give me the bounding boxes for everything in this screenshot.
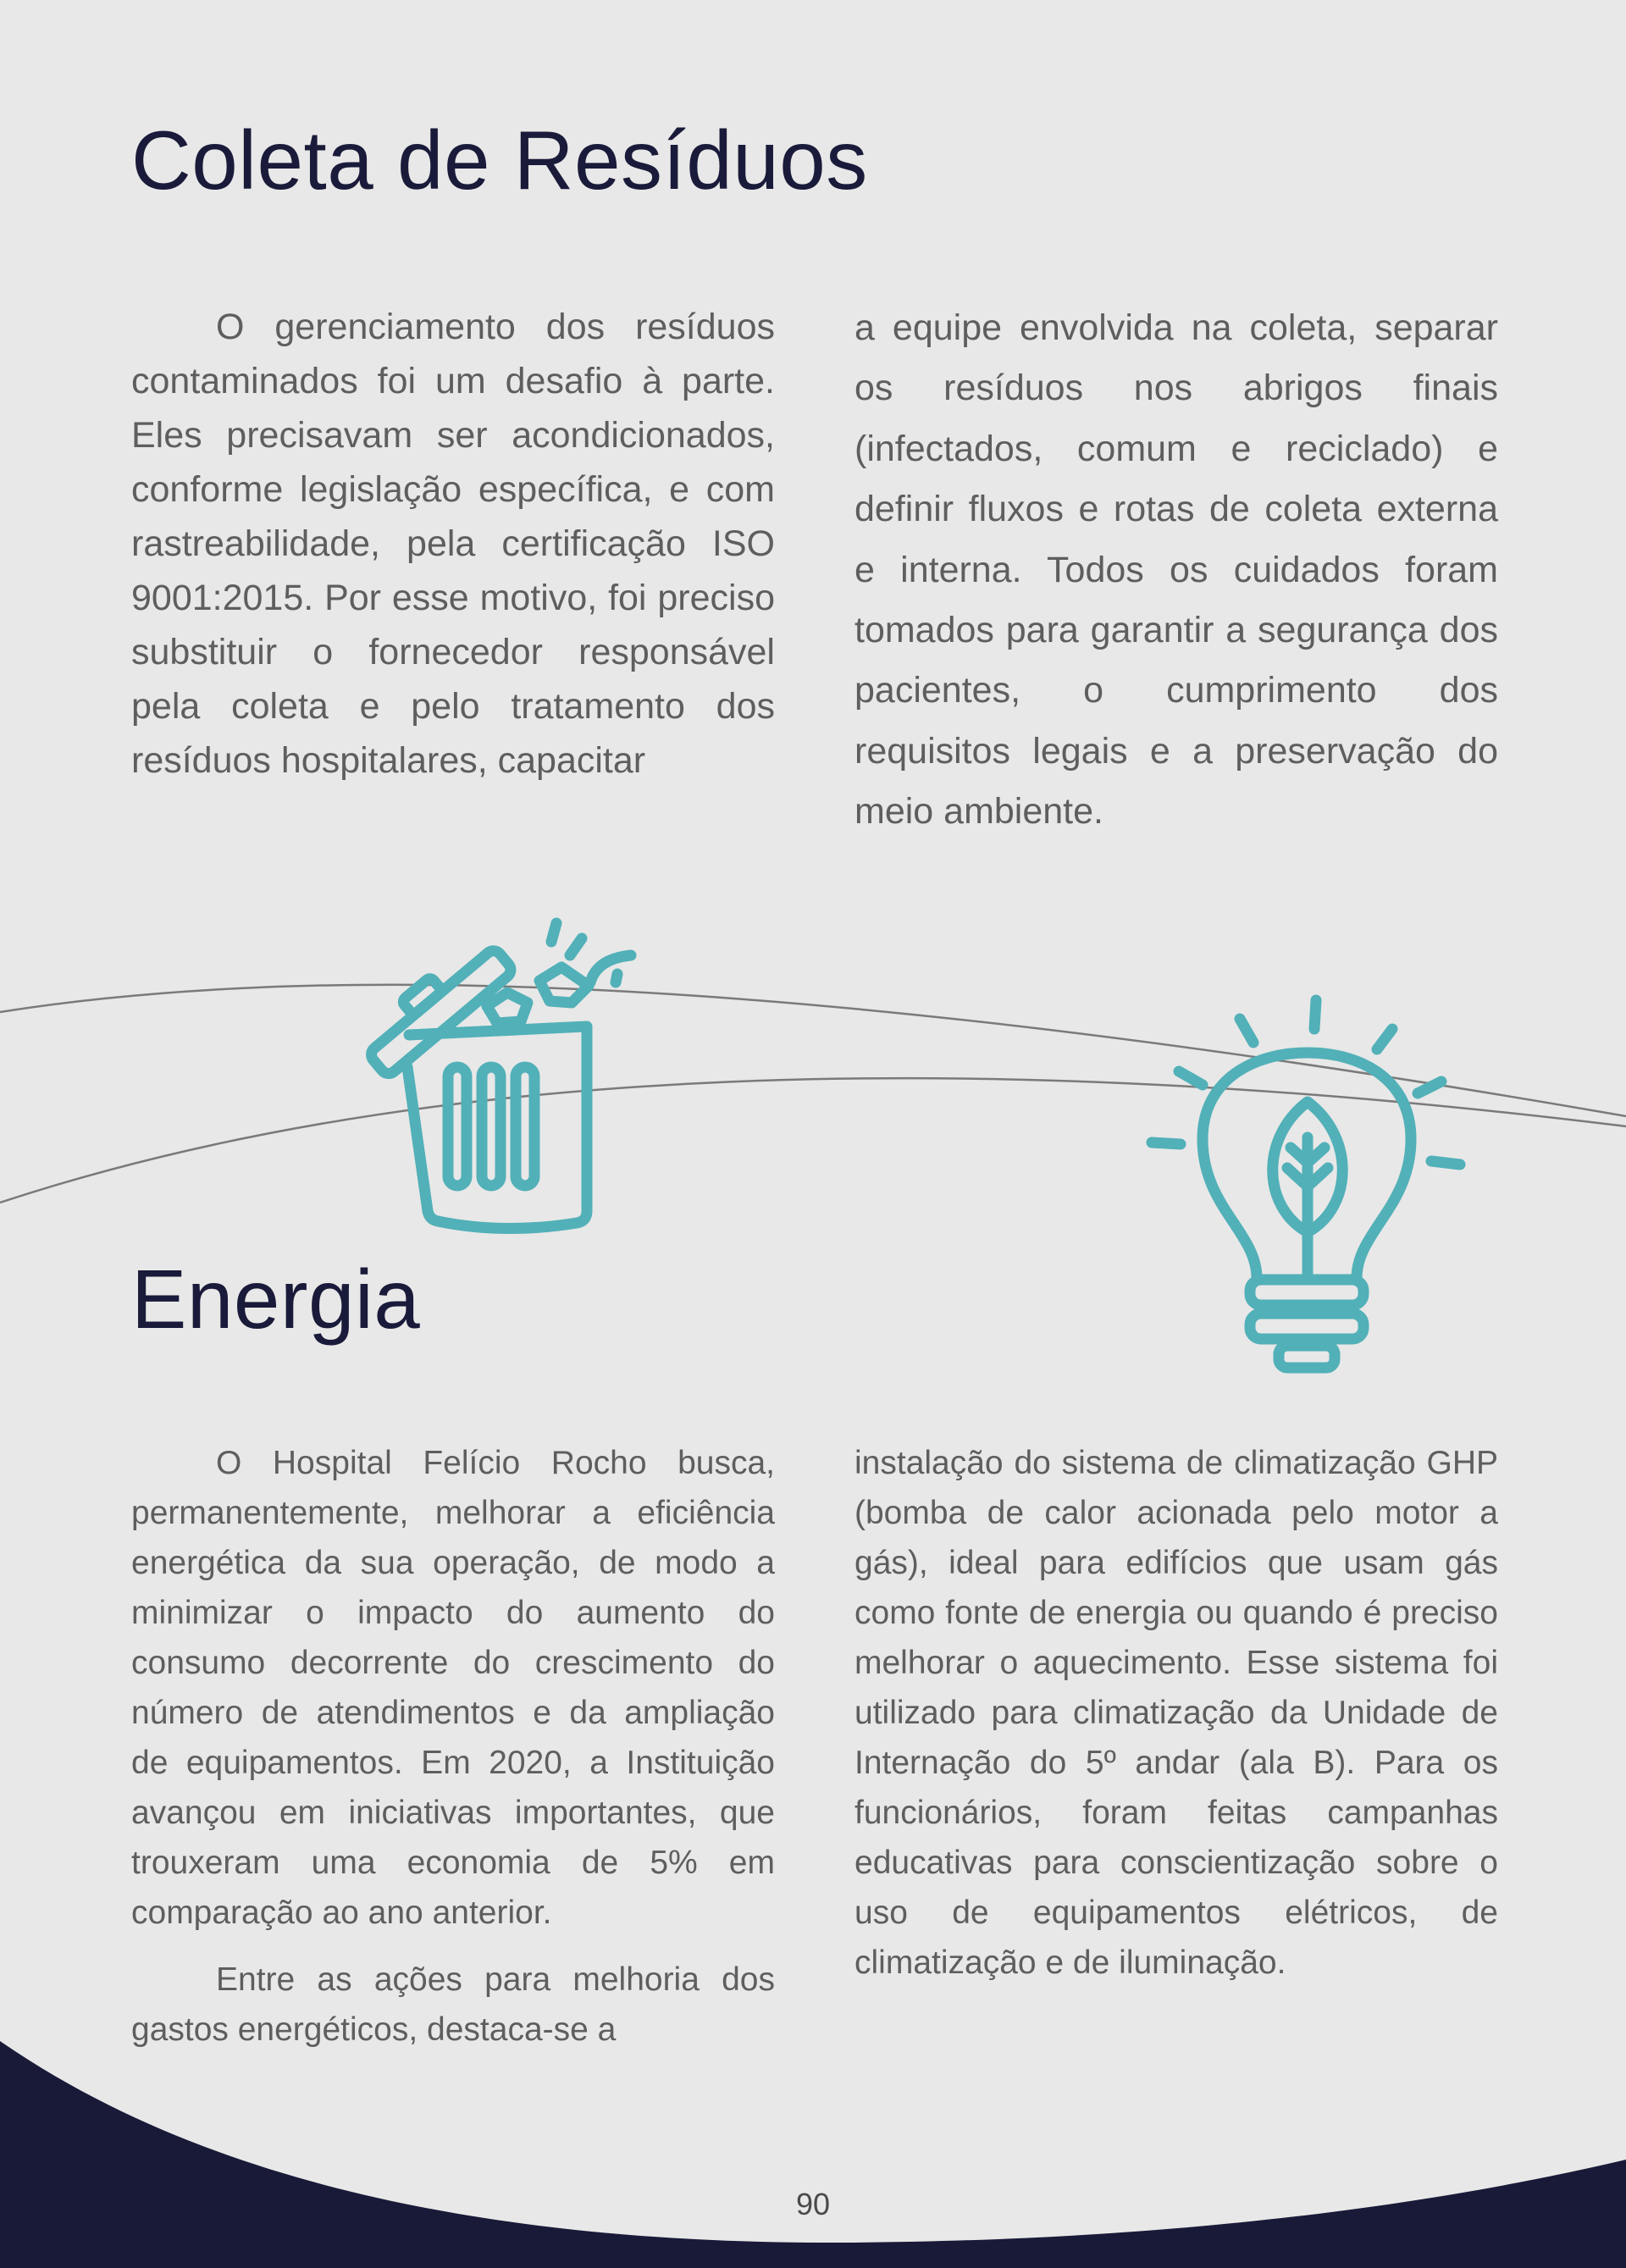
waste-text-column-2 xyxy=(854,298,1498,843)
page-number: 90 xyxy=(795,2187,831,2221)
energy-section-title: Energia xyxy=(131,1253,421,1346)
trash-bin-icon xyxy=(343,915,648,1253)
waste-text-column-1 xyxy=(131,300,775,788)
energy-text-column-2 xyxy=(854,1438,1498,1988)
waste-paragraph-2: a equipe envolvida na coleta, separar os resíduos nos abrigos finais (infectados, comum e reciclado) e definir fluxos e rotas de coleta externa e interna. Todos os cuidados foram tomados para garantir a segurança dos pacientes, o cumprimento dos requisitos legais e a preservação do meio ambiente. xyxy=(854,307,1498,833)
energy-paragraph-1: O Hospital Felício Rocho busca, permanentemente, melhorar a eficiência energética da sua operação, de modo a minimizar o impacto do aumento do consumo decorrente do crescimento do número de atendimentos e da ampliação de equipamentos. Em 2020, a Instituição avançou em iniciativas importantes, que trouxeram uma economia de 5% em comparação ao ano anterior. xyxy=(131,1445,775,1931)
energy-paragraph-3: instalação do sistema de climatização GHP (bomba de calor acionada pelo motor a gás), ideal para edifícios que usam gás como fonte de energia ou quando é preciso melhorar o aquecimento. Esse sistema foi utilizado para climatização da Unidade de Internação do 5º andar (ala B). Para os funcionários, foram feitas campanhas educativas para conscientização sobre o uso de equipamentos elétricos, de climatização e de iluminação. xyxy=(854,1445,1498,1981)
waste-paragraph-1: O gerenciamento dos resíduos contaminados foi um desafio à parte. Eles precisavam ser acondicionados, conforme legislação específica, e com rastreabilidade, pela certificação ISO 9001:2015. Por esse motivo, foi preciso substituir o fornecedor responsável pela coleta e pelo tratamento dos resíduos hospitalares, capacitar xyxy=(131,307,775,781)
navy-footer-band xyxy=(0,2041,1626,2268)
energy-text-column-1 xyxy=(131,1438,775,2055)
lightbulb-leaf-icon xyxy=(1135,987,1474,1376)
energy-paragraph-2: Entre as ações para melhoria dos gastos energéticos, destaca-se a xyxy=(131,1961,775,2048)
waste-section-title: Coleta de Resíduos xyxy=(131,113,868,207)
